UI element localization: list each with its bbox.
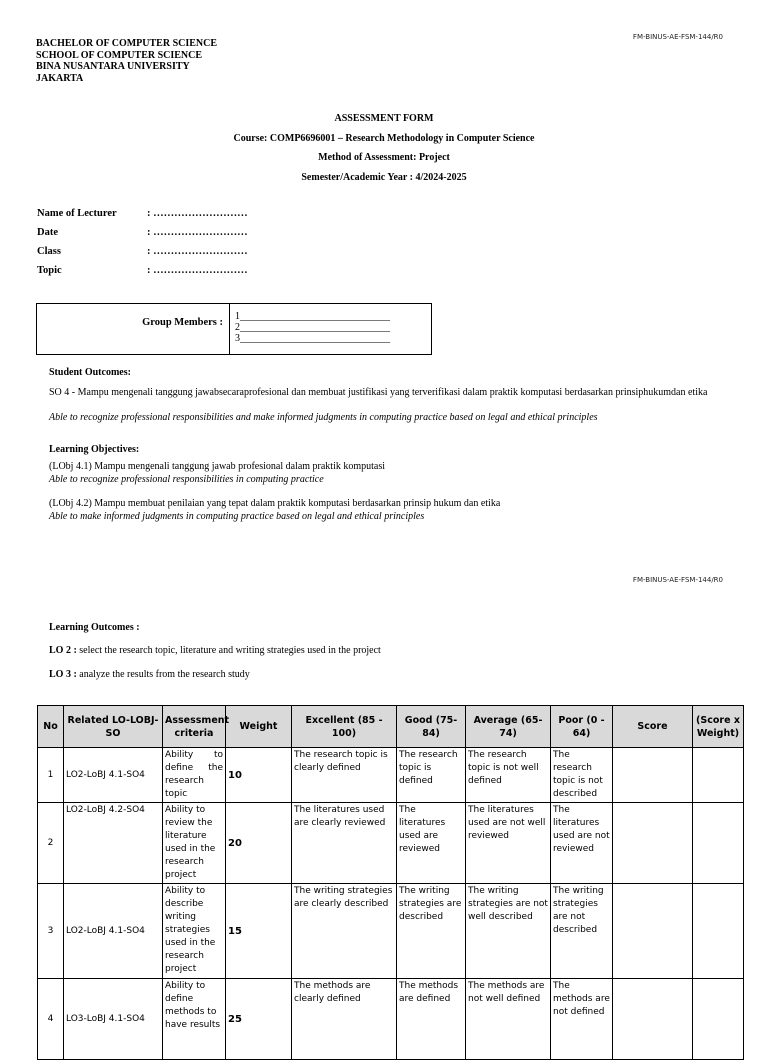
cell-total[interactable] [693, 748, 744, 803]
col-header-score-weight: (Score x Weight) [693, 706, 744, 748]
col-header-score: Score [613, 706, 693, 748]
cell-average: The literatures used are not well reviewed [466, 803, 551, 884]
field-lecturer [37, 208, 248, 219]
lo-item [49, 645, 381, 657]
table-row [38, 979, 744, 1060]
group-members-lines [235, 311, 390, 344]
group-member-line[interactable]: 2______________________________ [235, 322, 390, 333]
course-title: Course: COMP6696001 – Research Methodology in Computer Science [233, 132, 535, 144]
col-header-no: No [38, 706, 64, 748]
col-header-average: Average (65-74) [466, 706, 551, 748]
form-titles [0, 113, 768, 191]
cell-poor: The writing strategies are not described [551, 884, 613, 979]
table-row [38, 803, 744, 884]
cell-related: LO3-LoBJ 4.1-SO4 [64, 979, 163, 1060]
cell-excellent: The methods are clearly defined [292, 979, 397, 1060]
cell-excellent: The writing strategies are clearly described [292, 884, 397, 979]
cell-criteria: Ability to define methods to have results [163, 979, 226, 1060]
institution-line: BINA NUSANTARA UNIVERSITY [36, 61, 190, 72]
lo-code: LO 3 : [49, 669, 77, 680]
field-value[interactable]: : ……………………… [147, 227, 248, 238]
cell-score[interactable] [613, 884, 693, 979]
col-header-criteria: Assessment criteria [163, 706, 226, 748]
cell-average: The writing strategies are not well described [466, 884, 551, 979]
cell-no: 3 [38, 884, 64, 979]
cell-poor: The research topic is not described [551, 748, 613, 803]
institution-block [36, 38, 217, 84]
learning-objectives-heading: Learning Objectives: [49, 444, 140, 455]
lobj-text: (LObj 4.1) Mampu mengenali tanggung jawab profesional dalam praktik komputasi [49, 461, 386, 472]
lo-text: analyze the results from the research study [76, 669, 250, 680]
cell-poor: The methods are not defined [551, 979, 613, 1060]
semester: Semester/Academic Year : 4/2024-2025 [301, 171, 467, 183]
cell-score[interactable] [613, 748, 693, 803]
cell-score[interactable] [613, 803, 693, 884]
institution-line: BACHELOR OF COMPUTER SCIENCE [36, 38, 218, 49]
field-label: Date [37, 227, 58, 238]
institution-line: JAKARTA [36, 72, 84, 84]
cell-weight: 25 [226, 979, 292, 1060]
cell-excellent: The literatures used are clearly reviewed [292, 803, 397, 884]
cell-excellent: The research topic is clearly defined [292, 748, 397, 803]
lo-item [49, 669, 250, 681]
col-header-weight: Weight [226, 706, 292, 748]
lobj-english: Able to recognize professional responsibilities in computing practice [49, 474, 324, 485]
so-text: SO 4 - Mampu mengenali tanggung jawabsecaraprofesional dan membuat justifikasi yang terverifikasi dalam praktik komputasi berdasarkan prinsiphukumdan etika [49, 387, 708, 398]
group-members-label: Group Members : [37, 304, 230, 354]
cell-score[interactable] [613, 979, 693, 1060]
cell-related: LO2-LoBJ 4.2-SO4 [64, 803, 163, 884]
lobj-text: (LObj 4.2) Mampu membuat penilaian yang tepat dalam praktik komputasi berdasarkan prinsip hukum dan etika [49, 498, 501, 509]
group-members-box [36, 303, 432, 355]
cell-total[interactable] [693, 979, 744, 1060]
form-code: FM-BINUS-AE-FSM-144/R0 [632, 576, 723, 584]
col-header-related: Related LO-LOBJ-SO [64, 706, 163, 748]
cell-total[interactable] [693, 803, 744, 884]
col-header-excellent: Excellent (85 - 100) [292, 706, 397, 748]
field-label: Name of Lecturer [37, 208, 117, 219]
group-member-line[interactable]: 3______________________________ [235, 333, 390, 344]
cell-poor: The literatures used are not reviewed [551, 803, 613, 884]
group-member-line[interactable]: 1______________________________ [235, 311, 390, 322]
lo-code: LO 2 : [49, 645, 77, 656]
field-class [37, 246, 248, 257]
rubric-table [37, 705, 744, 1060]
form-code: FM-BINUS-AE-FSM-144/R0 [632, 33, 723, 41]
cell-total[interactable] [693, 884, 744, 979]
lo-text: select the research topic, literature and writing strategies used in the project [76, 645, 381, 656]
so-english: Able to recognize professional responsibilities and make informed judgments in computing practice based on legal and ethical principles [49, 412, 598, 423]
cell-criteria: Ability to review the literature used in the research project [163, 803, 226, 884]
cell-criteria: Ability to describe writing strategies used in the research project [163, 884, 226, 979]
form-title: ASSESSMENT FORM [334, 113, 434, 124]
lobj-english: Able to make informed judgments in computing practice based on legal and ethical principles [49, 511, 425, 522]
cell-criteria: Ability to define the research topic [163, 748, 226, 803]
cell-no: 1 [38, 748, 64, 803]
field-label: Topic [37, 265, 62, 276]
cell-average: The research topic is not well defined [466, 748, 551, 803]
field-label: Class [37, 246, 61, 257]
cell-good: The methods are defined [397, 979, 466, 1060]
cell-weight: 15 [226, 884, 292, 979]
cell-good: The literatures used are reviewed [397, 803, 466, 884]
field-date [37, 227, 248, 238]
table-row [38, 884, 744, 979]
field-value[interactable]: : ……………………… [147, 265, 248, 276]
assessment-method: Method of Assessment: Project [318, 152, 450, 163]
cell-weight: 10 [226, 748, 292, 803]
cell-no: 2 [38, 803, 64, 884]
table-header-row [38, 706, 744, 748]
col-header-good: Good (75-84) [397, 706, 466, 748]
cell-average: The methods are not well defined [466, 979, 551, 1060]
col-header-poor: Poor (0 - 64) [551, 706, 613, 748]
cell-related: LO2-LoBJ 4.1-SO4 [64, 748, 163, 803]
cell-good: The research topic is defined [397, 748, 466, 803]
cell-good: The writing strategies are described [397, 884, 466, 979]
cell-related: LO2-LoBJ 4.1-SO4 [64, 884, 163, 979]
field-value[interactable]: : ……………………… [147, 208, 248, 219]
field-value[interactable]: : ……………………… [147, 246, 248, 257]
cell-weight: 20 [226, 803, 292, 884]
student-outcomes-heading: Student Outcomes: [49, 367, 131, 378]
table-row [38, 748, 744, 803]
cell-no: 4 [38, 979, 64, 1060]
institution-line: SCHOOL OF COMPUTER SCIENCE [36, 49, 203, 61]
field-topic [37, 265, 248, 276]
learning-outcomes-heading: Learning Outcomes : [49, 622, 140, 633]
